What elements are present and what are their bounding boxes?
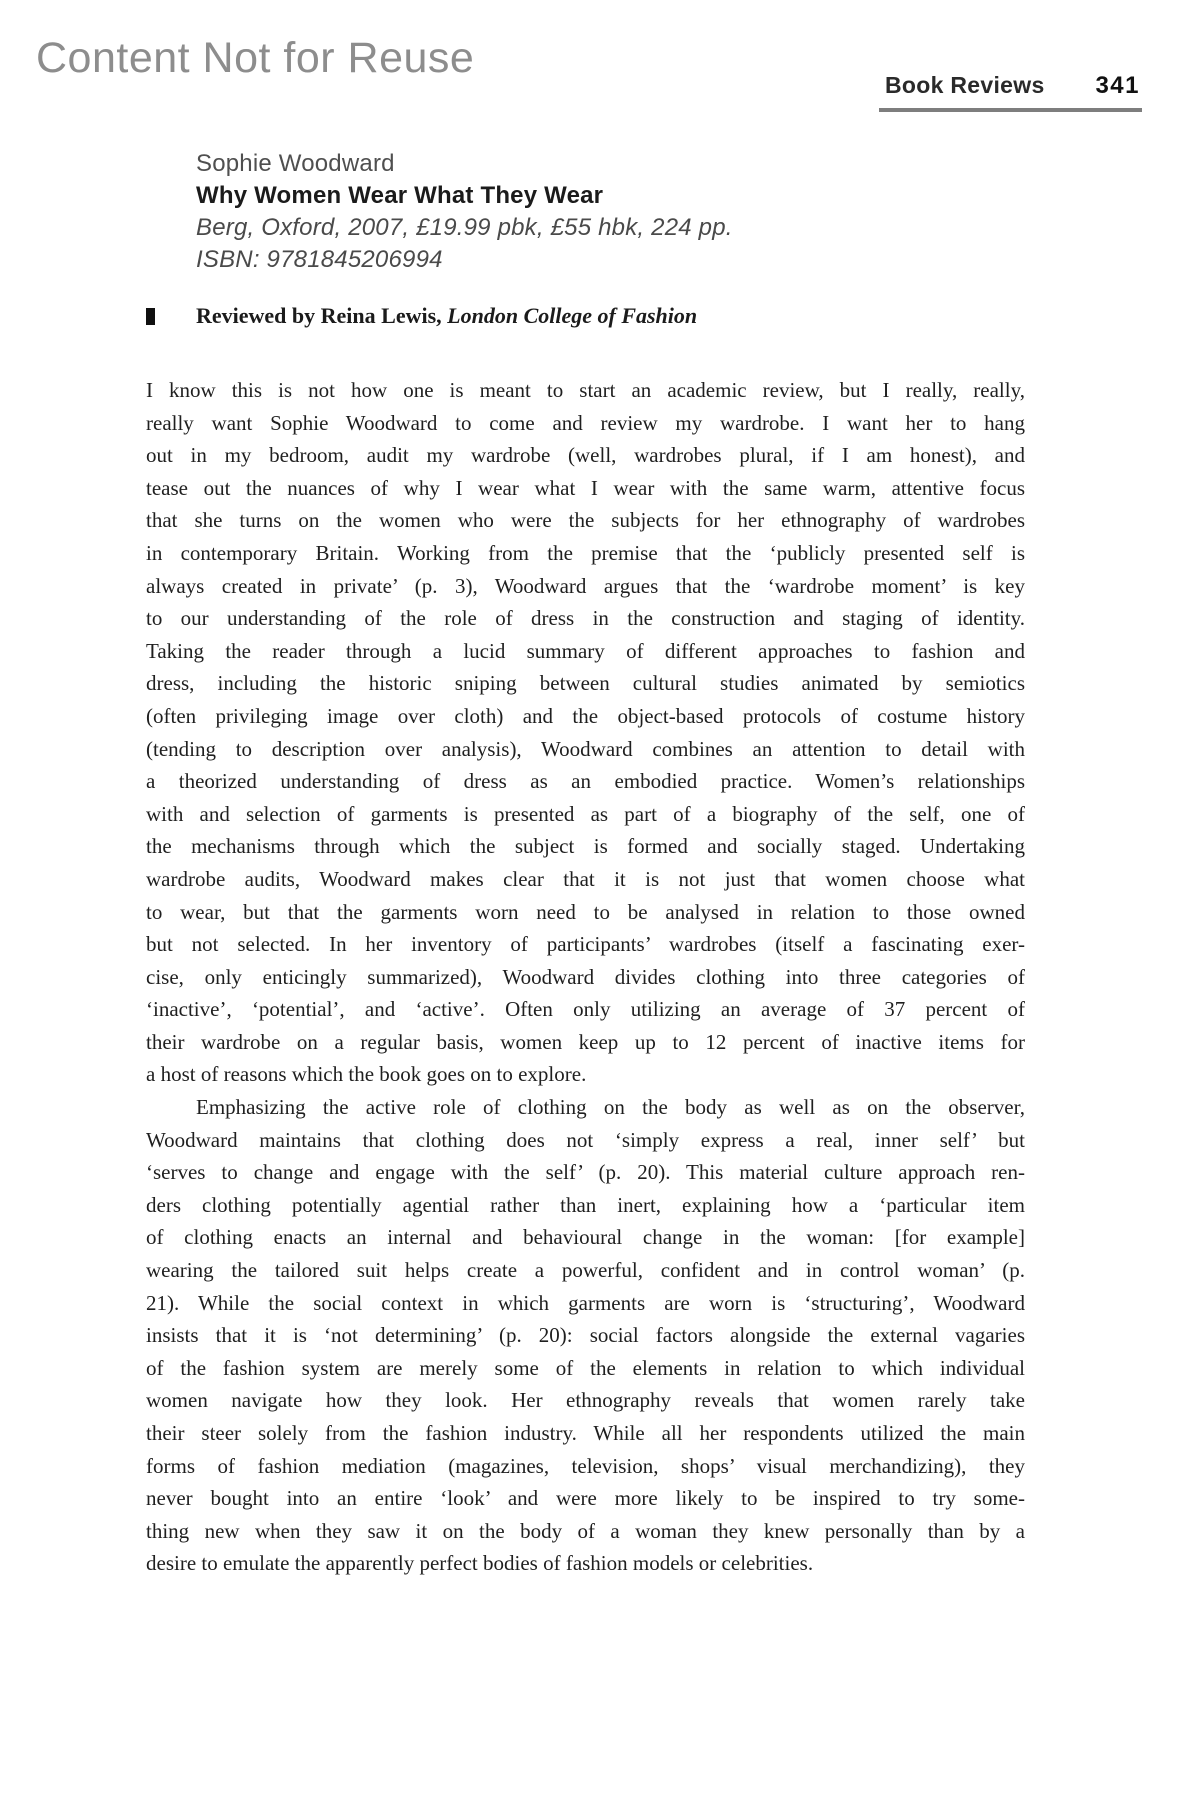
citation-author: Sophie Woodward	[196, 150, 395, 177]
body-line: that she turns on the women who were the subjects for her ethnography of wardrobes	[146, 508, 1025, 533]
body-line: Woodward maintains that clothing does not ‘simply express a real, inner self’ but	[146, 1127, 1025, 1152]
section-title: Book Reviews	[885, 72, 1045, 98]
citation-book-title: Why Women Wear What They Wear	[196, 182, 604, 209]
body-line: always created in private’ (p. 3), Woodward argues that the ‘wardrobe moment’ is key	[146, 573, 1025, 598]
body-line: but not selected. In her inventory of participants’ wardrobes (itself a fascinating exer-	[146, 932, 1025, 957]
reviewer-affiliation: London College of Fashion	[447, 303, 698, 328]
reviewer-text	[196, 303, 697, 329]
body-line: forms of fashion mediation (magazines, television, shops’ visual merchandizing), they	[146, 1453, 1025, 1478]
body-line: ‘serves to change and engage with the self’ (p. 20). This material culture approach ren-	[146, 1160, 1025, 1185]
content-not-for-reuse-watermark: Content Not for Reuse	[36, 34, 475, 82]
body-line: to wear, but that the garments worn need to be analysed in relation to those owned	[146, 899, 1025, 924]
body-line: I know this is not how one is meant to start an academic review, but I really, really,	[146, 378, 1025, 402]
body-line: tease out the nuances of why I wear what I wear with the same warm, attentive focus	[146, 475, 1025, 500]
body-line: in contemporary Britain. Working from the premise that the ‘publicly presented self is	[146, 540, 1025, 565]
body-line: wearing the tailored suit helps create a powerful, confident and in control woman’ (p.	[146, 1258, 1025, 1283]
body-line: a theorized understanding of dress as an embodied practice. Women’s relationships	[146, 769, 1025, 794]
body-line: their steer solely from the fashion industry. While all her respondents utilized the main	[146, 1421, 1025, 1445]
body-line: wardrobe audits, Woodward makes clear that it is not just that women choose what	[146, 866, 1025, 891]
square-bullet-icon	[146, 308, 155, 325]
body-line: women navigate how they look. Her ethnography reveals that women rarely take	[146, 1388, 1025, 1413]
body-line: a host of reasons which the book goes on to explore.	[146, 1062, 587, 1087]
body-line: Taking the reader through a lucid summary of different approaches to fashion and	[146, 638, 1025, 663]
body-paragraph	[146, 1091, 1025, 1580]
page-number: 341	[1095, 72, 1140, 99]
running-head	[879, 72, 1142, 112]
body-line: out in my bedroom, audit my wardrobe (well, wardrobes plural, if I am honest), and	[146, 443, 1025, 468]
review-body	[146, 374, 1025, 1580]
body-paragraph	[146, 374, 1025, 1091]
body-line: of the fashion system are merely some of the elements in relation to which individual	[146, 1355, 1025, 1380]
header-rule	[879, 108, 1142, 112]
reviewer-name: Reviewed by Reina Lewis,	[196, 303, 448, 328]
body-line: of clothing enacts an internal and behavioural change in the woman: [for example]	[146, 1225, 1025, 1250]
citation-publication-details: Berg, Oxford, 2007, £19.99 pbk, £55 hbk, 224 pp.	[196, 214, 733, 241]
book-citation	[196, 148, 733, 276]
body-line: never bought into an entire ‘look’ and were more likely to be inspired to try some-	[146, 1486, 1025, 1511]
reviewer-line	[146, 303, 697, 329]
citation-isbn: ISBN: 9781845206994	[196, 246, 443, 273]
body-line: their wardrobe on a regular basis, women keep up to 12 percent of inactive items for	[146, 1029, 1025, 1054]
body-line: (tending to description over analysis), Woodward combines an attention to detail with	[146, 736, 1025, 761]
body-line: to our understanding of the role of dress in the construction and staging of identity.	[146, 606, 1025, 631]
body-line: insists that it is ‘not determining’ (p. 20): social factors alongside the external vagaries	[146, 1323, 1025, 1348]
body-line: (often privileging image over cloth) and the object-based protocols of costume history	[146, 703, 1025, 728]
body-line: with and selection of garments is presented as part of a biography of the self, one of	[146, 801, 1025, 826]
body-line: desire to emulate the apparently perfect bodies of fashion models or celebrities.	[146, 1551, 814, 1576]
body-line: the mechanisms through which the subject is formed and socially staged. Undertaking	[146, 834, 1025, 859]
running-head-row	[879, 72, 1142, 100]
body-line: really want Sophie Woodward to come and review my wardrobe. I want her to hang	[146, 410, 1025, 435]
body-line: ‘inactive’, ‘potential’, and ‘active’. Often only utilizing an average of 37 percent of	[146, 997, 1025, 1022]
body-line: 21). While the social context in which garments are worn is ‘structuring’, Woodward	[146, 1290, 1025, 1315]
body-line: dress, including the historic sniping between cultural studies animated by semiotics	[146, 671, 1025, 696]
body-line: Emphasizing the active role of clothing on the body as well as on the observer,	[196, 1095, 1025, 1120]
body-line: thing new when they saw it on the body of a woman they knew personally than by a	[146, 1518, 1025, 1543]
body-line: ders clothing potentially agential rather than inert, explaining how a ‘particular item	[146, 1192, 1025, 1217]
body-line: cise, only enticingly summarized), Woodward divides clothing into three categories of	[146, 964, 1025, 989]
